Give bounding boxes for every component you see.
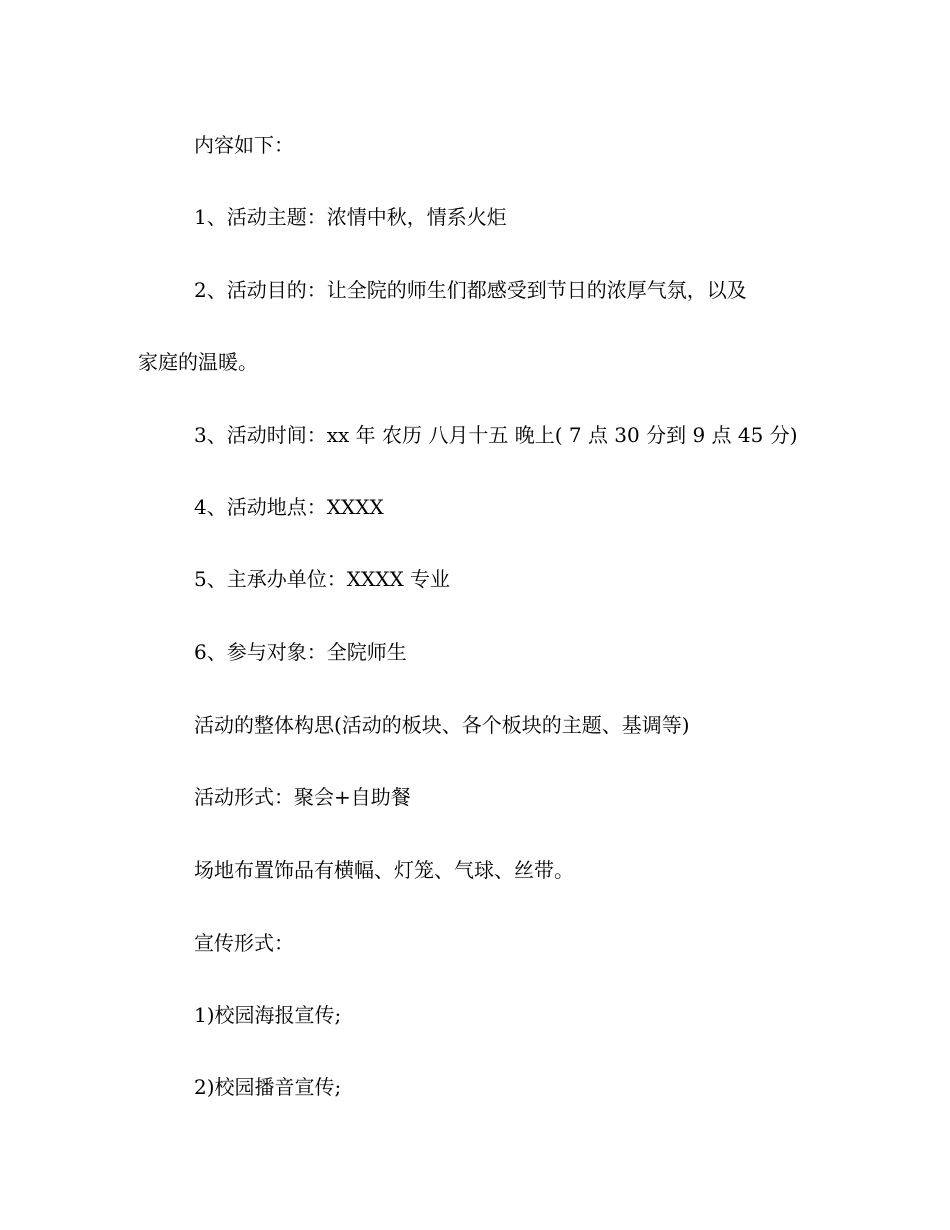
intro-line: 内容如下： — [194, 133, 294, 157]
publicity-heading-line: 宣传形式： — [194, 931, 294, 955]
venue-decoration-line: 场地布置饰品有横幅、灯笼、气球、丝带。 — [194, 858, 574, 882]
publicity-item-poster: 1)校园海报宣传; — [194, 1003, 342, 1027]
activity-time-line: 3、活动时间：xx 年 农历 八月十五 晚上( 7 点 30 分到 9 点 45 分) — [194, 423, 798, 447]
activity-format-line: 活动形式：聚会+自助餐 — [194, 785, 411, 809]
overall-concept-line: 活动的整体构思(活动的板块、各个板块的主题、基调等) — [194, 713, 690, 737]
participants-line: 6、参与对象：全院师生 — [194, 640, 407, 664]
organizer-line: 5、主承办单位：XXXX 专业 — [194, 567, 451, 591]
activity-theme-line: 1、活动主题：浓情中秋，情系火炬 — [194, 205, 507, 229]
publicity-item-broadcast: 2)校园播音宣传; — [194, 1075, 342, 1099]
activity-purpose-continuation: 家庭的温暖。 — [138, 350, 258, 374]
activity-purpose-line: 2、活动目的：让全院的师生们都感受到节日的浓厚气氛，以及 — [194, 278, 747, 302]
activity-location-line: 4、活动地点：XXXX — [194, 495, 384, 519]
